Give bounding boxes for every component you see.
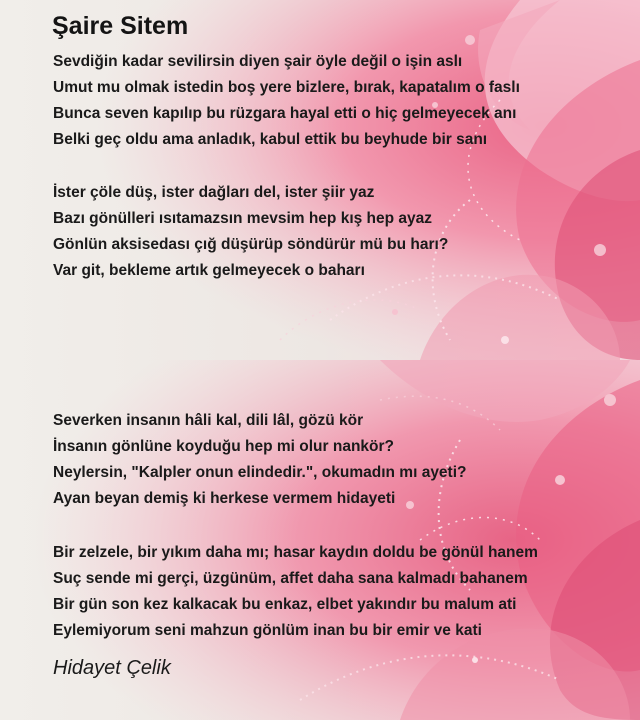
stanza-2 xyxy=(53,180,448,284)
poem-line: Belki geç oldu ama anladık, kabul ettik bu beyhude bir sanı xyxy=(53,131,488,148)
poem-line: İster çöle düş, ister dağları del, ister şiir yaz xyxy=(53,184,375,201)
poem-line: Severken insanın hâli kal, dili lâl, gözü kör xyxy=(53,412,364,429)
poem-author: Hidayet Çelik xyxy=(53,657,171,679)
poem-line: İnsanın gönlüne koyduğu hep mi olur nankör? xyxy=(53,438,395,455)
poem-line: Var git, bekleme artık gelmeyecek o baharı xyxy=(53,262,365,279)
poem-line: Bazı gönülleri ısıtamazsın mevsim hep kış hep ayaz xyxy=(53,210,433,227)
poem-card-bottom xyxy=(0,360,640,720)
poem-title: Şaire Sitem xyxy=(52,12,189,40)
poem-line: Bir gün son kez kalkacak bu enkaz, elbet yakındır bu malum ati xyxy=(53,596,517,613)
poem-line: Gönlün aksisedası çığ düşürüp söndürür mü bu harı? xyxy=(53,236,449,253)
stanza-1 xyxy=(53,49,520,153)
stanza-3 xyxy=(53,408,467,512)
stanza-4 xyxy=(53,540,538,644)
poem-line: Neylersin, "Kalpler onun elindedir.", okumadın mı ayeti? xyxy=(53,464,467,481)
poem-line: Bir zelzele, bir yıkım daha mı; hasar kaydın doldu be gönül hanem xyxy=(53,544,538,561)
poem-line: Sevdiğin kadar sevilirsin diyen şair öyle değil o işin aslı xyxy=(53,53,463,70)
poem-line: Eylemiyorum seni mahzun gönlüm inan bu bir emir ve kati xyxy=(53,622,482,639)
poem-line: Bunca seven kapılıp bu rüzgara hayal etti o hiç gelmeyecek anı xyxy=(53,105,517,122)
poem-line: Suç sende mi gerçi, üzgünüm, affet daha sana kalmadı bahanem xyxy=(53,570,528,587)
poem-line: Ayan beyan demiş ki herkese vermem hidayeti xyxy=(53,490,396,507)
poem-line: Umut mu olmak istedin boş yere bizlere, bırak, kapatalım o faslı xyxy=(53,79,520,96)
